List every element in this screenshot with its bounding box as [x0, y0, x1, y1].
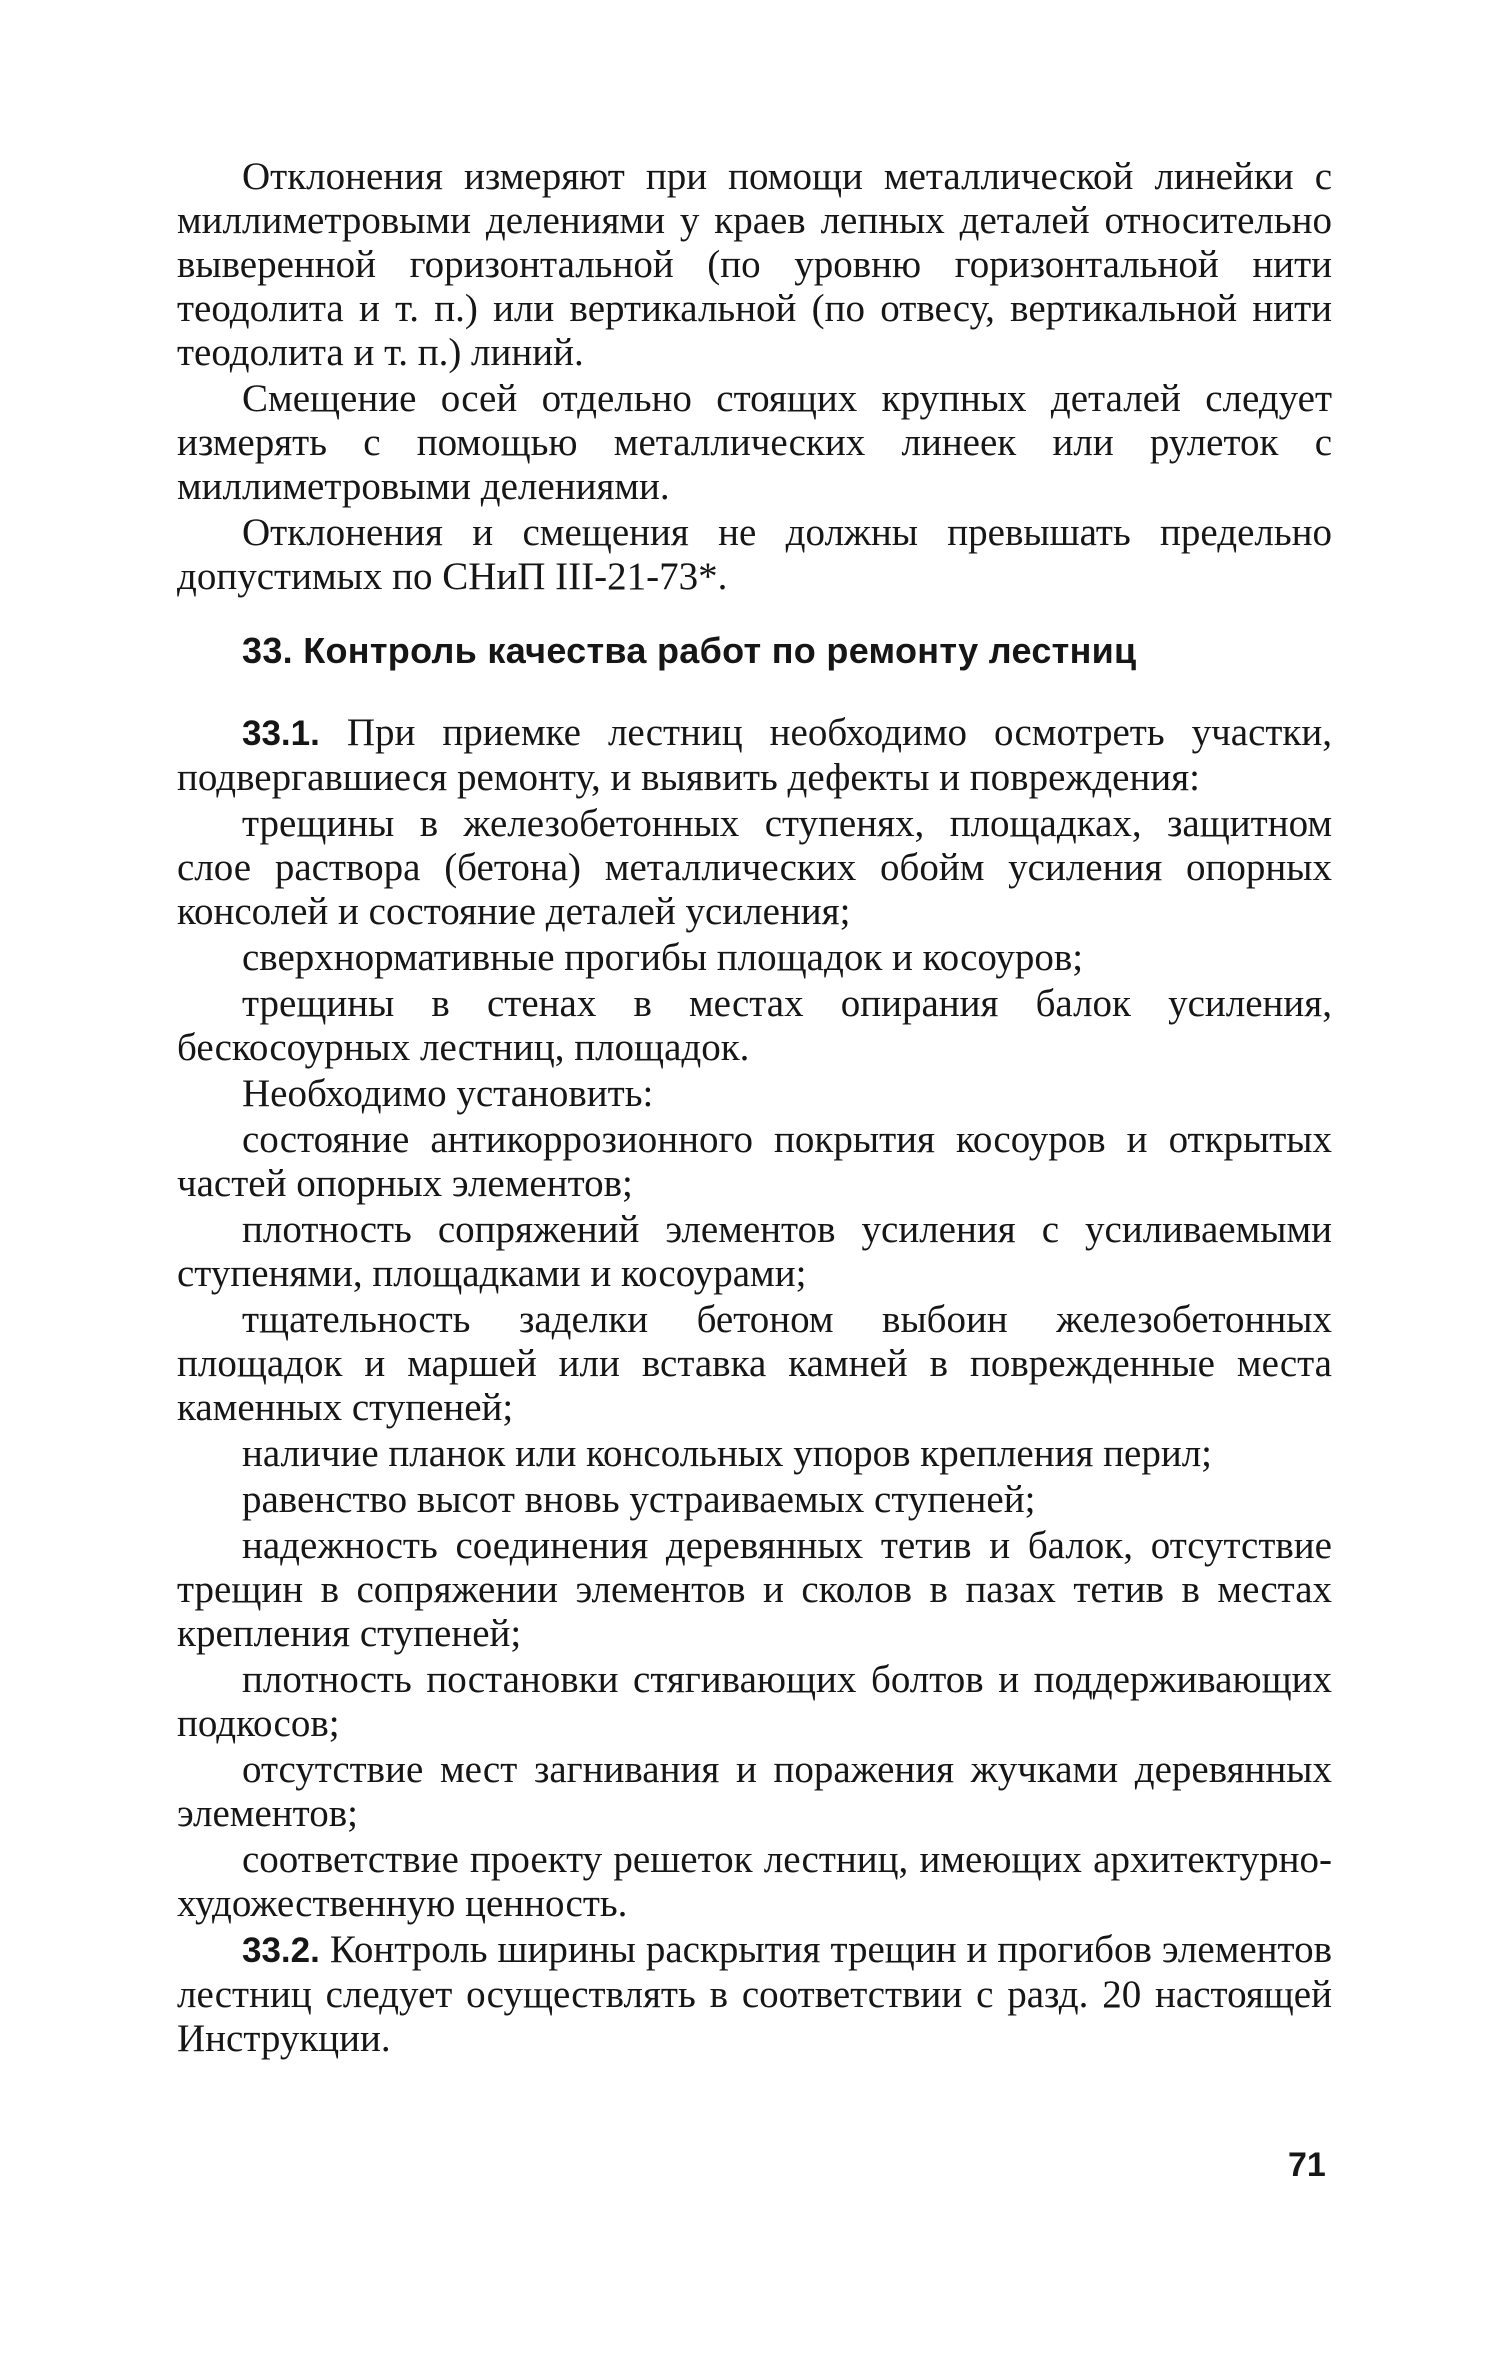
defect-item-2: сверхнормативные прогибы площадок и косоуров;: [242, 936, 1084, 979]
defect-item-3: трещины в стенах в местах опирания балок усиления, бескосоурных лестниц, площадок.: [177, 982, 1332, 1069]
establish-item-7: плотность постановки стягивающих болтов и поддерживающих подкосов;: [177, 1658, 1332, 1745]
intro-paragraph-1: Отклонения измеряют при помощи металлической линейки с миллиметровыми делениями у краев лепных деталей относительно выверенной горизонтальной (по уровню горизонтальной нити теодолита и т. п.) или вертикальной (по отвесу, вертикальной нити теодолита и т. п.) линий.: [177, 155, 1332, 374]
establish-item-5: равенство высот вновь устраиваемых ступеней;: [242, 1478, 1036, 1521]
section-heading: 33. Контроль качества работ по ремонту лестниц: [242, 630, 1137, 671]
page-number: 71: [1288, 2146, 1326, 2184]
establish-item-3: тщательность заделки бетоном выбоин железобетонных площадок и маршей или вставка камней в поврежденные места каменных ступеней;: [177, 1298, 1332, 1429]
establish-item-8: отсутствие мест загнивания и поражения жучками деревянных элементов;: [177, 1748, 1332, 1835]
clause-33-2-text: Контроль ширины раскрытия трещин и прогибов элементов лестниц следует осуществлять в соответствии с разд. 20 настоящей Инструкции.: [177, 1928, 1332, 2060]
establish-item-4: наличие планок или консольных упоров крепления перил;: [242, 1432, 1212, 1475]
defect-item-1: трещины в железобетонных ступенях, площадках, защитном слое раствора (бетона) металлических обойм усиления опорных консолей и состояние деталей усиления;: [177, 802, 1332, 933]
establish-item-6: надежность соединения деревянных тетив и балок, отсутствие трещин в сопряжении элементов и сколов в пазах тетив в местах крепления ступеней;: [177, 1524, 1332, 1655]
clause-33-2-number: 33.2.: [242, 1931, 320, 1970]
establish-item-9: соответствие проекту решеток лестниц, имеющих архитектурно-художественную ценность.: [177, 1838, 1332, 1925]
intro-paragraph-2: Смещение осей отдельно стоящих крупных деталей следует измерять с помощью металлических линеек или рулеток с миллиметровыми делениями.: [177, 377, 1332, 508]
intro-paragraph-3: Отклонения и смещения не должны превышать предельно допустимых по СНиП III-21-73*.: [177, 511, 1332, 598]
clause-33-1-text: При приемке лестниц необходимо осмотреть участки, подвергавшиеся ремонту, и выявить дефекты и повреждения:: [177, 711, 1332, 799]
clause-33-1: [177, 711, 1332, 800]
establish-item-1: состояние антикоррозионного покрытия косоуров и открытых частей опорных элементов;: [177, 1118, 1332, 1205]
establish-item-2: плотность сопряжений элементов усиления с усиливаемыми ступенями, площадками и косоурами;: [177, 1208, 1332, 1295]
document-page: [177, 155, 1332, 2063]
clause-33-1-number: 33.1.: [242, 714, 320, 753]
establish-intro: Необходимо установить:: [242, 1072, 654, 1115]
clause-33-2: [177, 1928, 1332, 2061]
